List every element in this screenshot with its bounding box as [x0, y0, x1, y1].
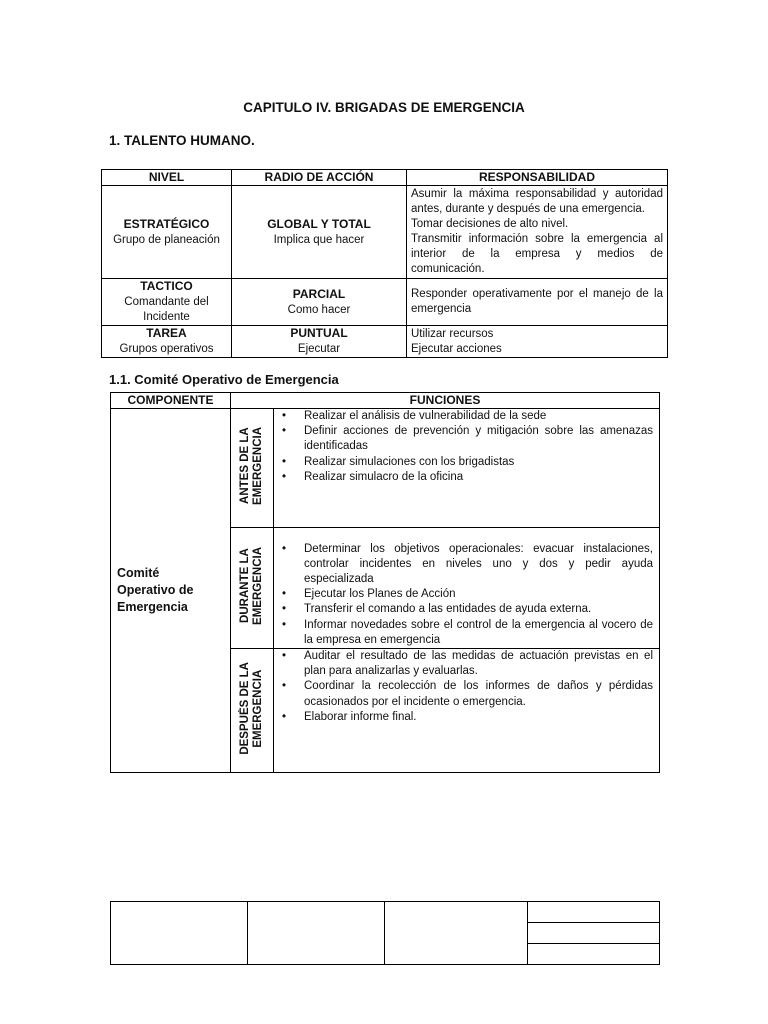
phase-label-durante [231, 528, 274, 649]
comite-operativo-table [110, 392, 660, 773]
phase-label-line: ANTES DE LA [239, 427, 251, 504]
phase-label-line: DURANTE LA [239, 548, 251, 623]
list-item: • Coordinar la recolección de los informes de daños y pérdidas ocasionados por el incidente o emergencia. [304, 679, 653, 709]
footer-signature-table [110, 901, 660, 965]
nivel-sub: Grupos operativos [119, 343, 214, 355]
radio-sub: Ejecutar [297, 343, 341, 355]
radio-sub: Como hacer [287, 303, 351, 316]
section-heading-talento-humano: 1. TALENTO HUMANO. [109, 133, 255, 148]
footer-cell [385, 902, 528, 965]
phase-label-antes [231, 409, 274, 528]
column-header-responsabilidad: RESPONSABILIDAD [407, 170, 668, 186]
nivel-name: TAREA [146, 326, 187, 340]
section-heading-comite: 1.1. Comité Operativo de Emergencia [109, 372, 339, 387]
nivel-cell [102, 186, 232, 279]
list-item: • Transferir el comando a las entidades de ayuda externa. [304, 602, 653, 617]
nivel-cell [102, 279, 232, 326]
responsabilidad-line: Asumir la máxima responsabilidad y autoridad antes, durante y después de una emergencia. [411, 188, 663, 215]
responsabilidad-cell [407, 326, 668, 358]
nivel-cell [102, 326, 232, 358]
list-item: • Realizar simulacro de la oficina [304, 470, 653, 485]
column-header-funciones: FUNCIONES [231, 393, 660, 409]
responsabilidad-line: Utilizar recursos [411, 327, 494, 340]
funciones-cell [274, 528, 660, 649]
footer-cell [528, 944, 660, 965]
radio-name: PUNTUAL [290, 326, 348, 340]
responsabilidad-cell [407, 279, 668, 326]
footer-cell [111, 902, 248, 965]
responsabilidad-line: Transmitir información sobre la emergencia al interior de la empresa y medios de comunicación. [411, 233, 663, 275]
footer-cell [528, 902, 660, 923]
table-row [102, 186, 668, 279]
nivel-sub: Grupo de planeación [113, 233, 220, 246]
phase-label-line: EMERGENCIA [252, 426, 264, 505]
column-header-radio: RADIO DE ACCIÓN [232, 170, 407, 186]
column-header-componente: COMPONENTE [111, 393, 231, 409]
list-item: • Determinar los objetivos operacionales: evacuar instalaciones, controlar incidentes en niveles uno y dos y pedir ayuda especializada [304, 542, 653, 588]
funciones-cell [274, 409, 660, 528]
radio-name: GLOBAL Y TOTAL [267, 216, 371, 231]
footer-cell [248, 902, 385, 965]
radio-cell [232, 326, 407, 358]
responsabilidad-line: Tomar decisiones de alto nivel. [411, 218, 569, 230]
page-title: CAPITULO IV. BRIGADAS DE EMERGENCIA [243, 100, 525, 115]
list-item: • Realizar el análisis de vulnerabilidad de la sede [304, 409, 653, 424]
list-item: • Definir acciones de prevención y mitigación sobre las amenazas identificadas [304, 424, 653, 454]
table-row [102, 279, 668, 326]
column-header-nivel: NIVEL [102, 170, 232, 186]
footer-cell [528, 923, 660, 944]
nivel-name: ESTRATÉGICO [123, 216, 210, 231]
table-row [111, 409, 660, 528]
list-item: • Auditar el resultado de las medidas de actuación previstas en el plan para analizarlas y evaluarlas. [304, 649, 653, 679]
phase-label-line: EMERGENCIA [252, 546, 264, 625]
list-item: • Elaborar informe final. [304, 710, 653, 725]
list-item: • Realizar simulaciones con los brigadistas [304, 455, 653, 470]
nivel-name: TACTICO [140, 279, 193, 293]
radio-cell [232, 279, 407, 326]
list-item: • Ejecutar los Planes de Acción [304, 587, 653, 602]
responsabilidad-cell [407, 186, 668, 279]
componente-cell [111, 409, 231, 773]
list-item: • Informar novedades sobre el control de la emergencia al vocero de la empresa en emergencia [304, 618, 653, 648]
radio-cell [232, 186, 407, 279]
nivel-sub: Comandante del Incidente [124, 296, 209, 323]
phase-label-despues [231, 649, 274, 773]
radio-name: PARCIAL [292, 286, 346, 301]
responsabilidad-line: Responder operativamente por el manejo de la emergencia [411, 288, 663, 315]
radio-sub: Implica que hacer [273, 233, 365, 246]
talento-humano-table [101, 169, 668, 358]
table-row [102, 326, 668, 358]
phase-label-line: DESPUÉS DE LA [239, 661, 251, 755]
responsabilidad-line: Ejecutar acciones [411, 342, 502, 355]
componente-name: Comité Operativo de Emergencia [117, 566, 194, 614]
phase-label-line: EMERGENCIA [252, 669, 264, 747]
funciones-cell [274, 649, 660, 773]
